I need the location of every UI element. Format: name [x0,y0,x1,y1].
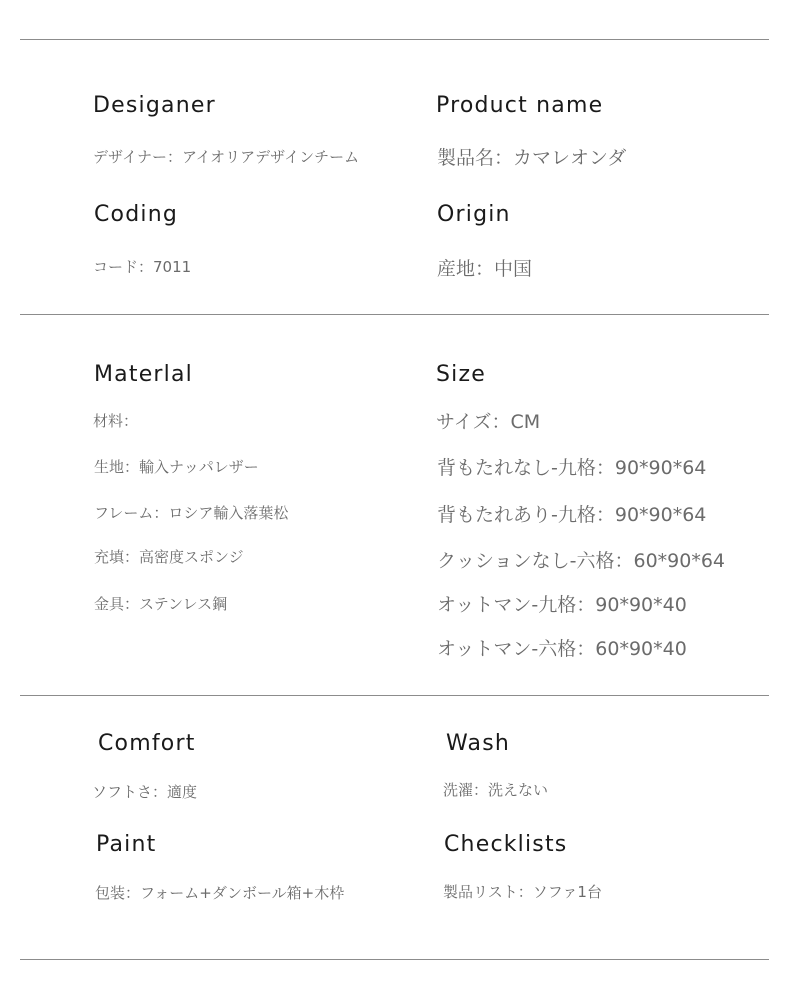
coding-value: コード：7011 [93,258,192,276]
size-item: 背もたれあり-九格：90*90*64 [437,504,707,526]
origin-heading: Origin [437,202,511,227]
product-name-heading: Product name [436,93,604,118]
coding-heading: Coding [94,202,179,227]
wash-heading: Wash [446,731,511,756]
wash-value: 洗濯：洗えない [443,781,549,799]
divider-bottom [20,959,769,960]
divider-top [20,39,769,40]
designer-heading: Desiganer [93,93,216,118]
material-item: 材料： [93,412,139,430]
paint-value: 包装：フォーム+ダンボール箱+木枠 [95,884,345,902]
comfort-heading: Comfort [98,731,196,756]
designer-value: デザイナー：アイオリアデザインチーム [93,148,360,166]
material-item: 充填：高密度スポンジ [94,548,244,566]
paint-heading: Paint [96,832,157,857]
material-heading: Materlal [94,362,193,387]
size-item: サイズ：CM [436,411,541,433]
origin-value: 産地：中国 [437,258,533,280]
size-heading: Size [436,362,486,387]
material-item: 生地：輸入ナッパレザー [94,458,259,476]
divider-section-1 [20,314,769,315]
size-item: オットマン-六格：60*90*40 [437,638,687,660]
checklists-value: 製品リスト：ソファ1台 [443,883,602,901]
material-item: フレーム：ロシア輸入落葉松 [94,504,289,522]
product-name-value: 製品名：カマレオンダ [437,147,627,169]
checklists-heading: Checklists [444,832,568,857]
divider-section-2 [20,695,769,696]
size-item: 背もたれなし-九格：90*90*64 [437,457,707,479]
material-item: 金具：ステンレス鋼 [94,595,228,613]
size-item: クッションなし-六格：60*90*64 [437,550,726,572]
size-item: オットマン-九格：90*90*40 [437,594,687,616]
comfort-value: ソフトさ：適度 [92,783,198,801]
